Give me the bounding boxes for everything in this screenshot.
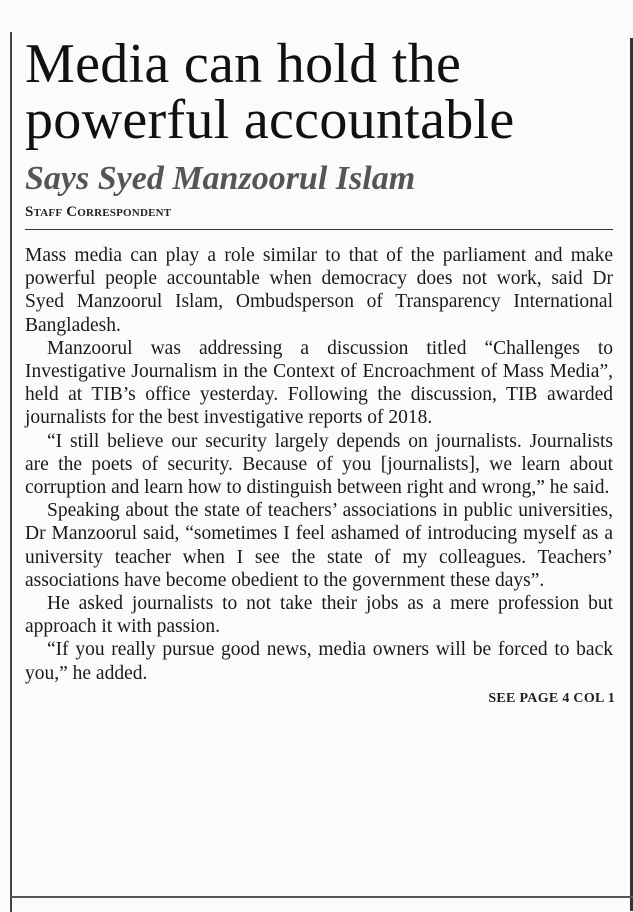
bottom-rule <box>10 896 633 898</box>
byline: Staff Correspondent <box>25 204 172 220</box>
continued-on-page: SEE PAGE 4 COL 1 <box>488 690 615 706</box>
paragraph-6: “If you really pursue good news, media owners will be forced to back you,” he added. <box>25 639 613 684</box>
article <box>25 33 615 707</box>
paragraph-1: Mass media can play a role similar to that of the parliament and make powerful people accountable when democracy does not work, said Dr Syed Manzoorul Islam, Ombudsperson of Transparency International Bangladesh. <box>25 245 613 336</box>
left-column-rule <box>10 32 12 912</box>
paragraph-5: He asked journalists to not take their jobs as a mere profession but approach it with passion. <box>25 593 613 638</box>
paragraph-2: Manzoorul was addressing a discussion titled “Challenges to Investigative Journalism in the Context of Encroachment of Mass Media”, held at TIB’s office yesterday. Following the discussion, TIB awarded journalists for the best investigative reports of 2018. <box>25 337 613 429</box>
subheadline: Says Syed Manzoorul Islam <box>25 160 416 197</box>
headline <box>25 33 615 151</box>
paragraph-4: Speaking about the state of teachers’ associations in public universities, Dr Manzoorul said, “sometimes I feel ashamed of introducing myself as a university teacher when I see the state of my colleagues. Teachers’ associations have become obedient to the government these days”. <box>25 500 613 591</box>
article-body <box>25 244 613 685</box>
paragraph-3: “I still believe our security largely depends on journalists. Journalists are the poets of security. Because of you [journalists], we learn about corruption and learn how to distinguish between right and wrong,” he said. <box>25 430 613 499</box>
byline-divider <box>25 229 613 230</box>
headline-line-1: Media can hold the <box>25 33 462 95</box>
headline-line-2: powerful accountable <box>25 89 515 151</box>
